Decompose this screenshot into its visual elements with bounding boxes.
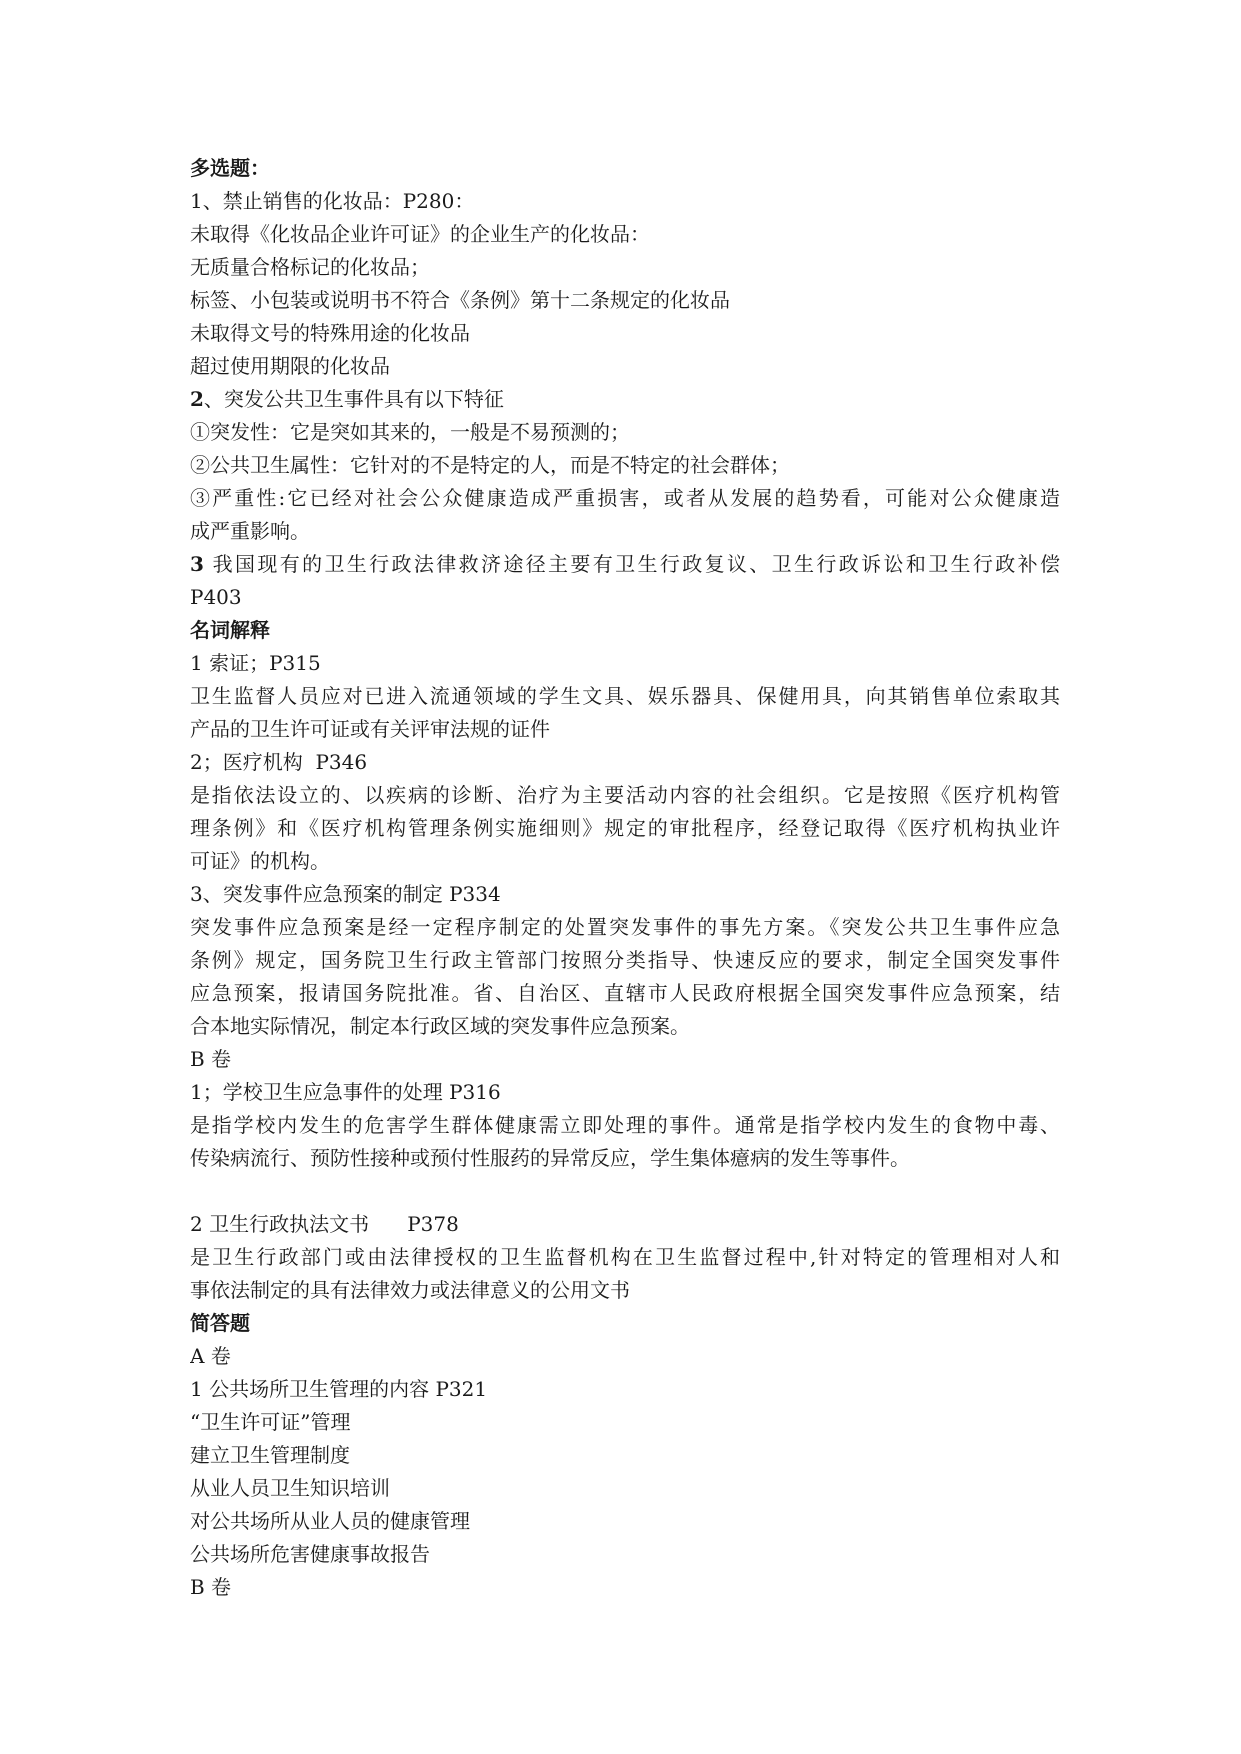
- text-line: 事依法制定的具有法律效力或法律意义的公用文书: [190, 1278, 630, 1302]
- text-line: ②公共卫生属性：它针对的不是特定的人，而是不特定的社会群体；: [190, 453, 790, 477]
- text-line: P403: [190, 585, 242, 609]
- text-line: 2；医疗机构 P346: [190, 750, 368, 774]
- question-text: 、突发公共卫生事件具有以下特征: [203, 387, 504, 411]
- text-line: 建立卫生管理制度: [190, 1443, 350, 1467]
- text-line: 是卫生行政部门或由法律授权的卫生监督机构在卫生监督过程中,针对特定的管理相对人和: [190, 1245, 1060, 1269]
- question-line: [190, 383, 1060, 416]
- text-line: 2 卫生行政执法文书 P378: [190, 1212, 459, 1236]
- text-line: 产品的卫生许可证或有关评审法规的证件: [190, 717, 550, 741]
- section-heading-short-answer: 简答题: [190, 1311, 250, 1335]
- text-line: 理条例》和《医疗机构管理条例实施细则》规定的审批程序，经登记取得《医疗机构执业许: [190, 816, 1060, 840]
- question-line: [190, 548, 1060, 581]
- text-line: 标签、小包装或说明书不符合《条例》第十二条规定的化妆品: [190, 288, 730, 312]
- text-line: 1 公共场所卫生管理的内容 P321: [190, 1377, 488, 1401]
- text-line: A 卷: [190, 1344, 231, 1368]
- text-line: 合本地实际情况，制定本行政区域的突发事件应急预案。: [190, 1014, 690, 1038]
- section-heading-multiple-choice: 多选题：: [190, 156, 270, 180]
- text-line: 1、禁止销售的化妆品：P280：: [190, 189, 475, 213]
- text-line: 对公共场所从业人员的健康管理: [190, 1509, 470, 1533]
- text-line: 未取得文号的特殊用途的化妆品: [190, 321, 470, 345]
- question-number: 3: [190, 552, 204, 576]
- text-line: 是指依法设立的、以疾病的诊断、治疗为主要活动内容的社会组织。它是按照《医疗机构管: [190, 783, 1060, 807]
- text-line: B 卷: [190, 1575, 232, 1599]
- text-line: B 卷: [190, 1047, 232, 1071]
- text-line: 超过使用期限的化妆品: [190, 354, 390, 378]
- text-line: 无质量合格标记的化妆品；: [190, 255, 430, 279]
- text-line: 1；学校卫生应急事件的处理 P316: [190, 1080, 501, 1104]
- question-text: 我国现有的卫生行政法律救济途径主要有卫生行政复议、卫生行政诉讼和卫生行政补偿: [212, 552, 1060, 576]
- text-line: 应急预案，报请国务院批准。省、自治区、直辖市人民政府根据全国突发事件应急预案，结: [190, 981, 1060, 1005]
- text-line: 3、突发事件应急预案的制定 P334: [190, 882, 501, 906]
- document-page: [190, 152, 1060, 1604]
- text-line: 可证》的机构。: [190, 849, 330, 873]
- blank-line: [190, 1175, 1060, 1208]
- text-line: 突发事件应急预案是经一定程序制定的处置突发事件的事先方案。《突发公共卫生事件应急: [190, 915, 1060, 939]
- text-line: 1 索证；P315: [190, 651, 321, 675]
- section-heading-term-definitions: 名词解释: [190, 618, 270, 642]
- text-line: “卫生许可证”管理: [190, 1410, 351, 1434]
- text-line: 从业人员卫生知识培训: [190, 1476, 390, 1500]
- text-line: 公共场所危害健康事故报告: [190, 1542, 430, 1566]
- text-line: 卫生监督人员应对已进入流通领域的学生文具、娱乐器具、保健用具，向其销售单位索取其: [190, 684, 1060, 708]
- text-line: ③严重性:它已经对社会公众健康造成严重损害，或者从发展的趋势看，可能对公众健康造: [190, 486, 1060, 510]
- text-line: ①突发性：它是突如其来的，一般是不易预测的；: [190, 420, 630, 444]
- text-line: 条例》规定，国务院卫生行政主管部门按照分类指导、快速反应的要求，制定全国突发事件: [190, 948, 1060, 972]
- text-line: 传染病流行、预防性接种或预付性服药的异常反应，学生集体癔病的发生等事件。: [190, 1146, 910, 1170]
- question-number: 2: [190, 387, 204, 411]
- text-line: 成严重影响。: [190, 519, 310, 543]
- text-line: 是指学校内发生的危害学生群体健康需立即处理的事件。通常是指学校内发生的食物中毒、: [190, 1113, 1060, 1137]
- text-line: 未取得《化妆品企业许可证》的企业生产的化妆品：: [190, 222, 650, 246]
